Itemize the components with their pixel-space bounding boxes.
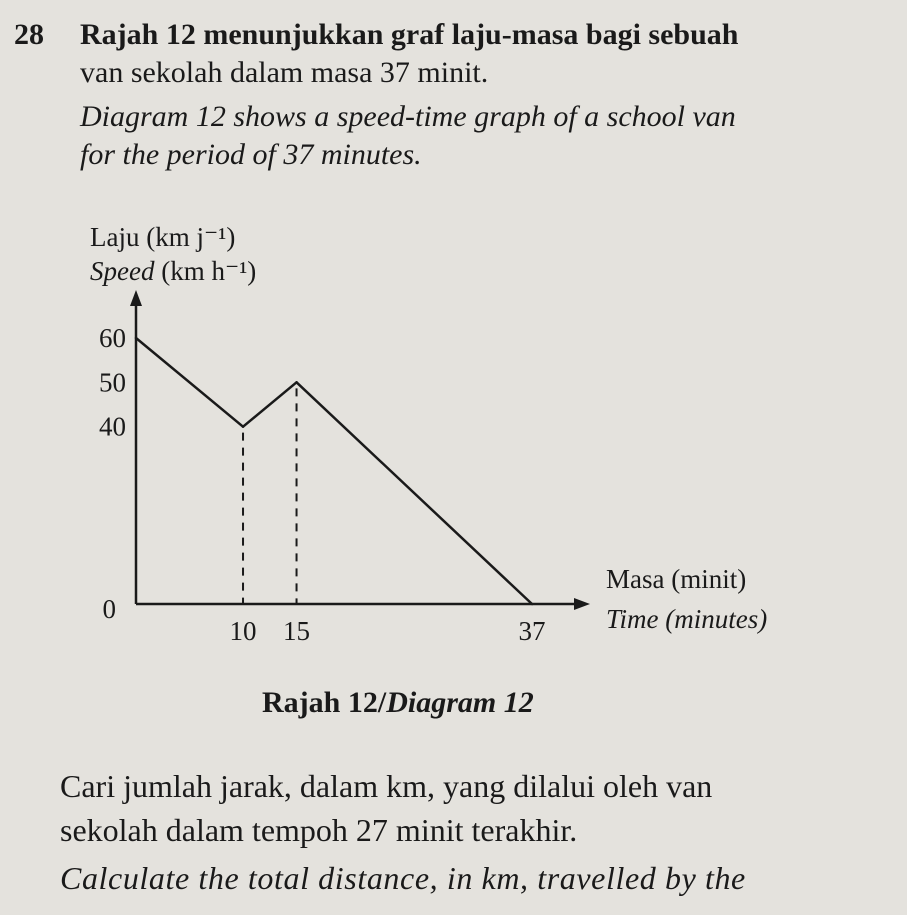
x-tick-label: 10 <box>229 616 257 646</box>
y-tick-label: 60 <box>99 323 126 353</box>
diagram-caption <box>262 686 534 720</box>
question-malay-line2: van sekolah dalam masa 37 minit. <box>80 56 489 89</box>
x-axis-arrowhead <box>574 598 590 610</box>
question-english-line2: for the period of 37 minutes. <box>80 138 422 171</box>
y-axis-label-english-unit: (km h⁻¹) <box>161 256 257 286</box>
y-tick-label: 50 <box>99 367 126 398</box>
graph-segment <box>136 338 243 427</box>
y-axis-label-english-word: Speed <box>90 256 155 286</box>
x-axis-label-english: Time (minutes) <box>606 604 768 634</box>
caption-malay: Rajah 12/ <box>262 686 387 719</box>
graph-segment <box>243 382 297 426</box>
x-tick-label: 15 <box>283 616 311 646</box>
prompt-line3: Calculate the total distance, in km, travelled by the <box>60 860 746 896</box>
y-tick-label: 40 <box>99 411 126 442</box>
x-axis-label-malay: Masa (minit) <box>606 564 747 594</box>
question-english-line1: Diagram 12 shows a speed-time graph of a school van <box>80 100 736 133</box>
origin-label: 0 <box>102 594 116 624</box>
question-number: 28 <box>14 18 44 51</box>
question-malay-line1: Rajah 12 menunjukkan graf laju-masa bagi sebuah <box>80 18 739 51</box>
y-axis-label-malay: Laju (km j⁻¹) <box>90 222 236 252</box>
graph-segment <box>297 382 532 604</box>
y-axis-arrowhead <box>130 290 142 306</box>
caption-english: Diagram 12 <box>386 686 534 719</box>
x-tick-label: 37 <box>518 616 546 646</box>
prompt-line1: Cari jumlah jarak, dalam km, yang dilalui oleh van <box>60 768 713 804</box>
prompt-line2: sekolah dalam tempoh 27 minit terakhir. <box>60 812 578 848</box>
